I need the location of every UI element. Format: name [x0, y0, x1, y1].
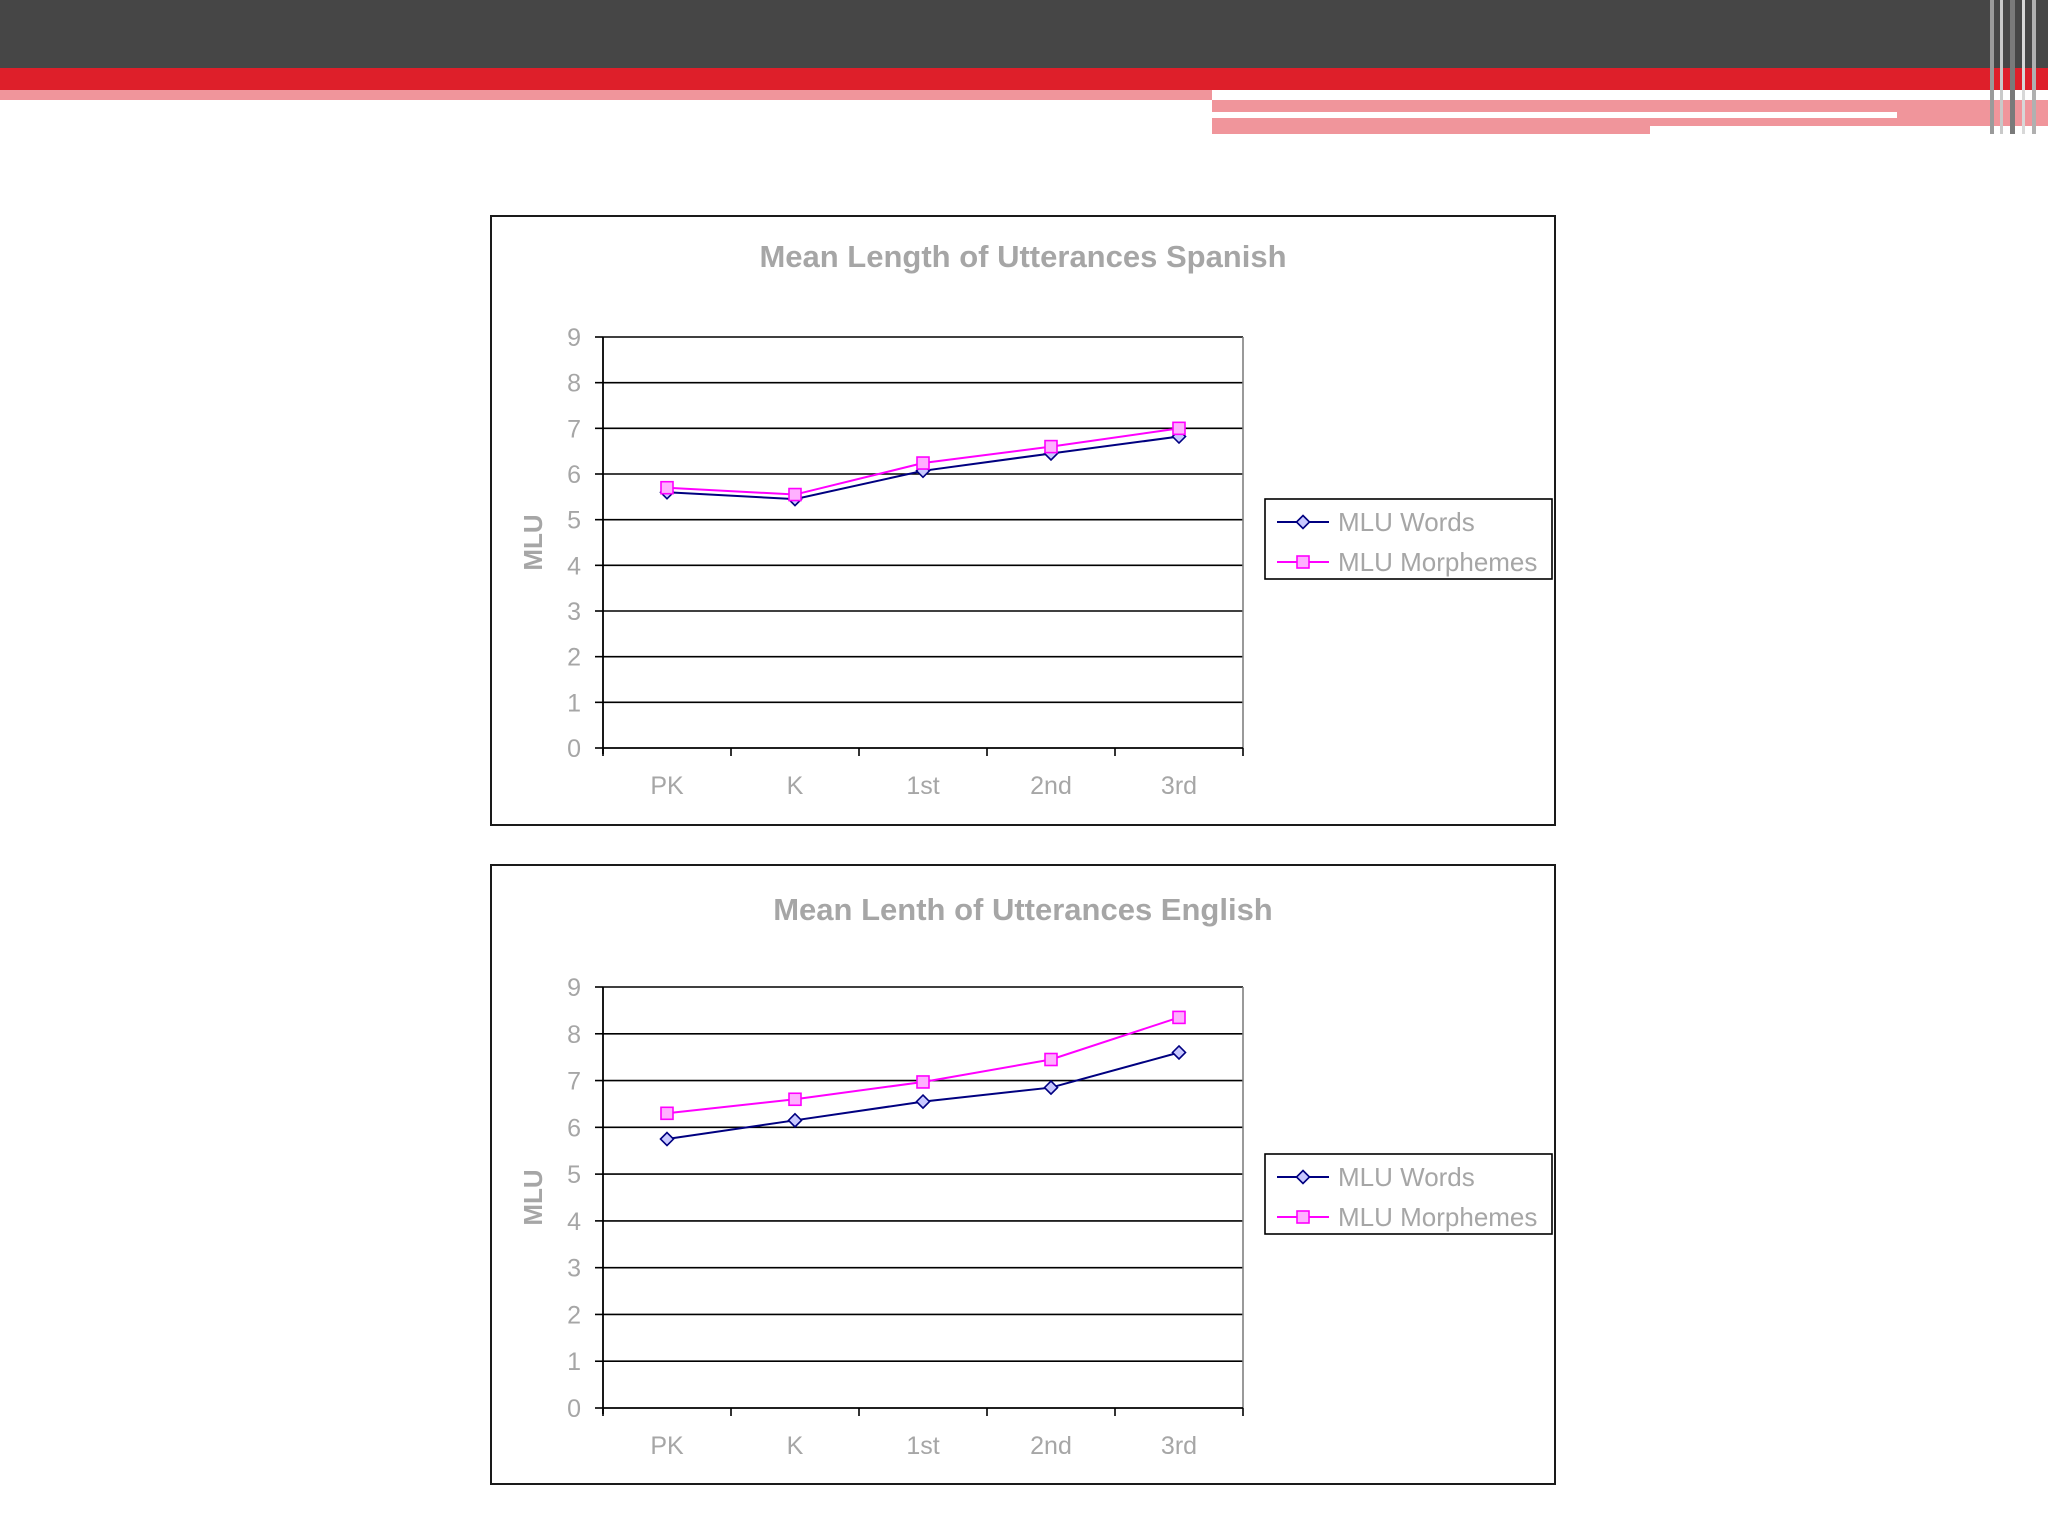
y-tick-label: 7: [567, 415, 581, 444]
y-tick-label: 6: [567, 461, 581, 489]
legend-marker-mlu-morphemes: [1297, 1211, 1309, 1223]
header-dark-bar: [0, 0, 2048, 68]
header-white-stripe-lower: [1650, 126, 2048, 138]
data-point-mlu-words: [1045, 1081, 1058, 1094]
data-point-mlu-morphemes: [1045, 1054, 1057, 1066]
data-point-mlu-morphemes: [917, 457, 929, 469]
data-point-mlu-words: [661, 1133, 674, 1146]
y-tick-label: 7: [567, 1067, 581, 1096]
y-axis-label: MLU: [518, 514, 548, 571]
x-tick-label: 2nd: [1030, 772, 1072, 800]
y-tick-label: 0: [567, 1395, 581, 1423]
data-point-mlu-morphemes: [1173, 1011, 1185, 1023]
y-tick-label: 9: [567, 974, 581, 1002]
y-tick-label: 1: [567, 689, 581, 718]
y-tick-label: 8: [567, 1020, 581, 1049]
header-white-stripe: [1212, 112, 1897, 118]
y-tick-label: 8: [567, 369, 581, 398]
spanish-mlu-chart: [490, 215, 1556, 826]
data-point-mlu-morphemes: [917, 1076, 929, 1088]
y-axis-label: MLU: [518, 1169, 548, 1226]
x-tick-label: K: [786, 772, 804, 800]
x-tick-label: 3rd: [1160, 772, 1198, 800]
data-point-mlu-morphemes: [1045, 441, 1057, 453]
data-point-mlu-words: [1173, 1046, 1186, 1059]
english-mlu-chart-plot: [492, 866, 1558, 1487]
data-point-mlu-words: [789, 1114, 802, 1127]
data-point-mlu-morphemes: [789, 489, 801, 501]
english-mlu-chart: [490, 864, 1556, 1485]
y-tick-label: 0: [567, 735, 581, 763]
x-tick-label: 1st: [906, 1432, 940, 1460]
legend-label-mlu-words: MLU Words: [1338, 1162, 1475, 1192]
x-tick-label: PK: [650, 772, 684, 800]
y-tick-label: 2: [567, 1301, 581, 1330]
y-tick-label: 4: [567, 1207, 581, 1236]
x-tick-label: PK: [650, 1432, 684, 1460]
slide-header-decoration: [0, 0, 2048, 160]
y-tick-label: 3: [567, 598, 581, 626]
y-tick-label: 4: [567, 552, 581, 581]
y-tick-label: 5: [567, 506, 581, 535]
y-tick-label: 1: [567, 1348, 581, 1377]
header-corner-stripe: [2010, 0, 2015, 134]
header-red-band: [0, 68, 2048, 90]
x-tick-label: K: [786, 1432, 804, 1460]
data-point-mlu-morphemes: [789, 1093, 801, 1105]
y-tick-label: 5: [567, 1161, 581, 1190]
y-tick-label: 3: [567, 1254, 581, 1283]
chart-title: Mean Lenth of Utterances English: [773, 892, 1273, 927]
legend-marker-mlu-morphemes: [1297, 556, 1309, 568]
y-tick-label: 2: [567, 643, 581, 672]
header-corner-stripe: [2022, 0, 2025, 134]
x-tick-label: 1st: [906, 772, 940, 800]
y-tick-label: 9: [567, 324, 581, 352]
legend-label-mlu-words: MLU Words: [1338, 507, 1475, 537]
data-point-mlu-words: [917, 1095, 930, 1108]
header-pink-band: [0, 90, 1212, 100]
legend-label-mlu-morphemes: MLU Morphemes: [1338, 547, 1538, 577]
data-point-mlu-morphemes: [661, 482, 673, 494]
x-tick-label: 3rd: [1160, 1432, 1198, 1460]
x-tick-label: 2nd: [1030, 1432, 1072, 1460]
y-tick-label: 6: [567, 1114, 581, 1143]
chart-title: Mean Length of Utterances Spanish: [759, 239, 1287, 274]
header-corner-stripe: [2032, 0, 2036, 134]
data-point-mlu-morphemes: [1173, 422, 1185, 434]
header-corner-stripe: [1990, 0, 1994, 134]
spanish-mlu-chart-plot: [492, 217, 1558, 828]
data-point-mlu-morphemes: [661, 1107, 673, 1119]
header-corner-stripe: [2000, 0, 2003, 134]
legend-label-mlu-morphemes: MLU Morphemes: [1338, 1202, 1538, 1232]
